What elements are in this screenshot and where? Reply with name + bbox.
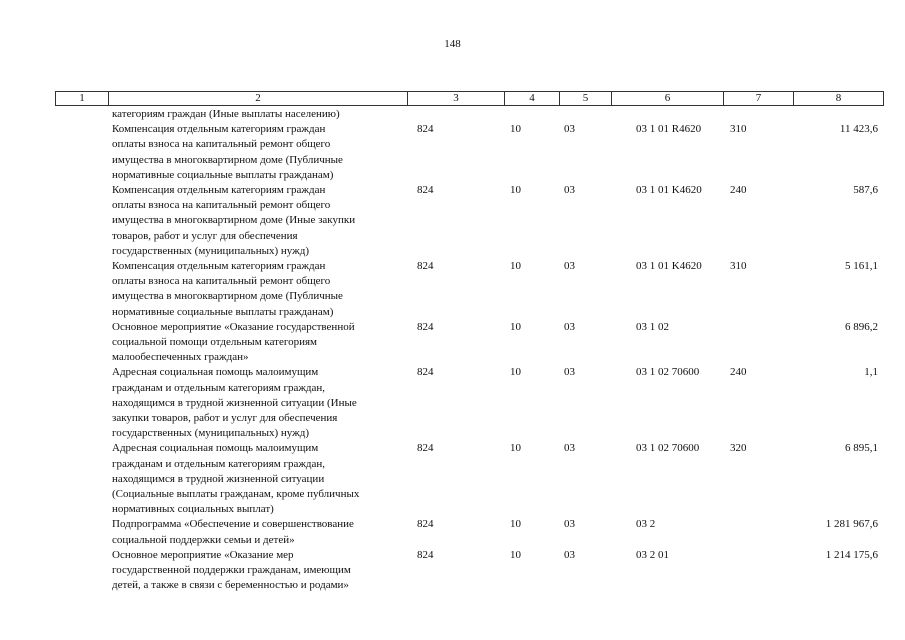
col-8-amount: 1,1 (864, 366, 878, 379)
col-8-amount: 1 214 175,6 (825, 548, 878, 561)
col-4-cell: 10 (510, 260, 521, 272)
table-row (0, 320, 905, 366)
table-row (0, 517, 905, 547)
row-description-line: имущества в многоквартирном доме (Публичные (112, 290, 343, 303)
col-8-amount: 6 896,2 (845, 320, 878, 333)
row-description-line: товаров, работ и услуг для обеспечения (112, 229, 298, 242)
row-description-line: Компенсация отдельным категориям граждан (112, 184, 326, 196)
header-col-4: 4 (504, 92, 559, 105)
header-col-5: 5 (559, 92, 611, 105)
col-5-cell: 03 (564, 260, 575, 272)
page-number: 148 (444, 38, 461, 50)
col-3-cell: 824 (417, 442, 434, 455)
row-description-line: находящимся в трудной жизненной ситуации (Иные (112, 396, 357, 409)
header-col-2: 2 (108, 92, 407, 105)
col-6-cell: 03 2 01 (636, 548, 669, 561)
table-row (0, 183, 905, 259)
table-row (0, 441, 905, 517)
col-4-cell: 10 (510, 366, 521, 379)
row-description-line: находящимся в трудной жизненной ситуации (112, 472, 325, 485)
row-description-line: нормативных социальных выплат) (112, 503, 274, 516)
col-8-amount: 6 895,1 (845, 442, 878, 455)
row-description-line: гражданам и отдельным категориям граждан, (112, 457, 326, 470)
col-3-cell: 824 (417, 548, 434, 561)
table-row (0, 365, 905, 441)
header-col-6: 6 (611, 92, 723, 105)
row-description-line: Адресная социальная помощь малоимущим (112, 366, 319, 379)
row-description-line: государственных (муниципальных) нужд) (112, 244, 309, 257)
table-row (0, 259, 905, 320)
row-description-line: государственных (муниципальных) нужд) (112, 427, 309, 440)
col-5-cell: 03 (564, 548, 575, 561)
row-description-line: социальной поддержки семьи и детей» (112, 533, 295, 546)
col-8-amount: 11 423,6 (839, 123, 878, 136)
col-3-cell: 824 (417, 123, 434, 136)
row-description-line: нормативные социальные выплаты гражданам) (112, 305, 334, 318)
row-description-line: гражданам и отдельным категориям граждан, (112, 381, 326, 394)
col-3-cell: 824 (417, 320, 434, 333)
header-col-3: 3 (407, 92, 504, 105)
row-description-line: имущества в многоквартирном доме (Иные закупки (112, 214, 356, 227)
col-5-cell: 03 (564, 184, 575, 196)
row-description-line: малообеспеченных граждан» (112, 351, 249, 364)
row-description-line: оплаты взноса на капитальный ремонт общего (112, 138, 331, 151)
row-description-line: Компенсация отдельным категориям граждан (112, 260, 326, 272)
row-description-line: нормативные социальные выплаты гражданам) (112, 168, 334, 181)
row-description-line: детей, а также в связи с беременностью и родами» (112, 579, 349, 592)
col-6-cell: 03 1 01 K4620 (636, 184, 702, 196)
col-5-cell: 03 (564, 518, 575, 531)
header-col-8: 8 (793, 92, 883, 105)
row-description-line: Основное мероприятие «Оказание мер (112, 548, 294, 561)
col-3-cell: 824 (417, 366, 434, 379)
col-6-cell: 03 1 01 K4620 (636, 260, 702, 272)
col-7-cell: 310 (730, 260, 747, 272)
col-8-amount: 5 161,1 (845, 260, 878, 272)
col-5-cell: 03 (564, 123, 575, 136)
header-col-7: 7 (723, 92, 793, 105)
col-8-amount: 587,6 (853, 184, 878, 196)
row-description-line: Компенсация отдельным категориям граждан (112, 123, 326, 136)
col-7-cell: 310 (730, 123, 747, 136)
table-row (0, 107, 905, 122)
row-description-line: оплаты взноса на капитальный ремонт общего (112, 275, 331, 288)
header-col-1: 1 (79, 92, 85, 104)
row-description-line: оплаты взноса на капитальный ремонт общего (112, 199, 331, 212)
col-5-cell: 03 (564, 366, 575, 379)
row-description-line: Подпрограмма «Обеспечение и совершенствование (112, 518, 354, 531)
col-7-cell: 320 (730, 442, 747, 455)
col-6-cell: 03 2 (636, 518, 656, 531)
row-description-line: социальной помощи отдельным категориям (112, 335, 318, 348)
col-4-cell: 10 (510, 123, 521, 136)
col-3-cell: 824 (417, 260, 434, 272)
col-7-cell: 240 (730, 366, 747, 379)
col-8-amount: 1 281 967,6 (825, 518, 878, 531)
col-4-cell: 10 (510, 548, 521, 561)
row-description-line: имущества в многоквартирном доме (Публичные (112, 153, 343, 166)
col-5-cell: 03 (564, 320, 575, 333)
col-6-cell: 03 1 01 R4620 (636, 123, 702, 136)
row-description-line: государственной поддержки гражданам, имеющим (112, 563, 351, 576)
col-4-cell: 10 (510, 184, 521, 196)
col-6-cell: 03 1 02 (636, 320, 669, 333)
row-description-line: Адресная социальная помощь малоимущим (112, 442, 319, 455)
col-3-cell: 824 (417, 518, 434, 531)
col-4-cell: 10 (510, 518, 521, 531)
row-description-line: категориям граждан (Иные выплаты населению) (112, 108, 340, 120)
table-row (0, 548, 905, 594)
col-3-cell: 824 (417, 184, 434, 196)
col-6-cell: 03 1 02 70600 (636, 442, 700, 455)
col-5-cell: 03 (564, 442, 575, 455)
col-4-cell: 10 (510, 442, 521, 455)
row-description-line: закупки товаров, работ и услуг для обеспечения (112, 411, 338, 424)
table-row (0, 122, 905, 183)
col-7-cell: 240 (730, 184, 747, 196)
row-description-line: (Социальные выплаты гражданам, кроме публичных (112, 487, 360, 500)
col-6-cell: 03 1 02 70600 (636, 366, 700, 379)
col-4-cell: 10 (510, 320, 521, 333)
row-description-line: Основное мероприятие «Оказание государственной (112, 320, 355, 333)
